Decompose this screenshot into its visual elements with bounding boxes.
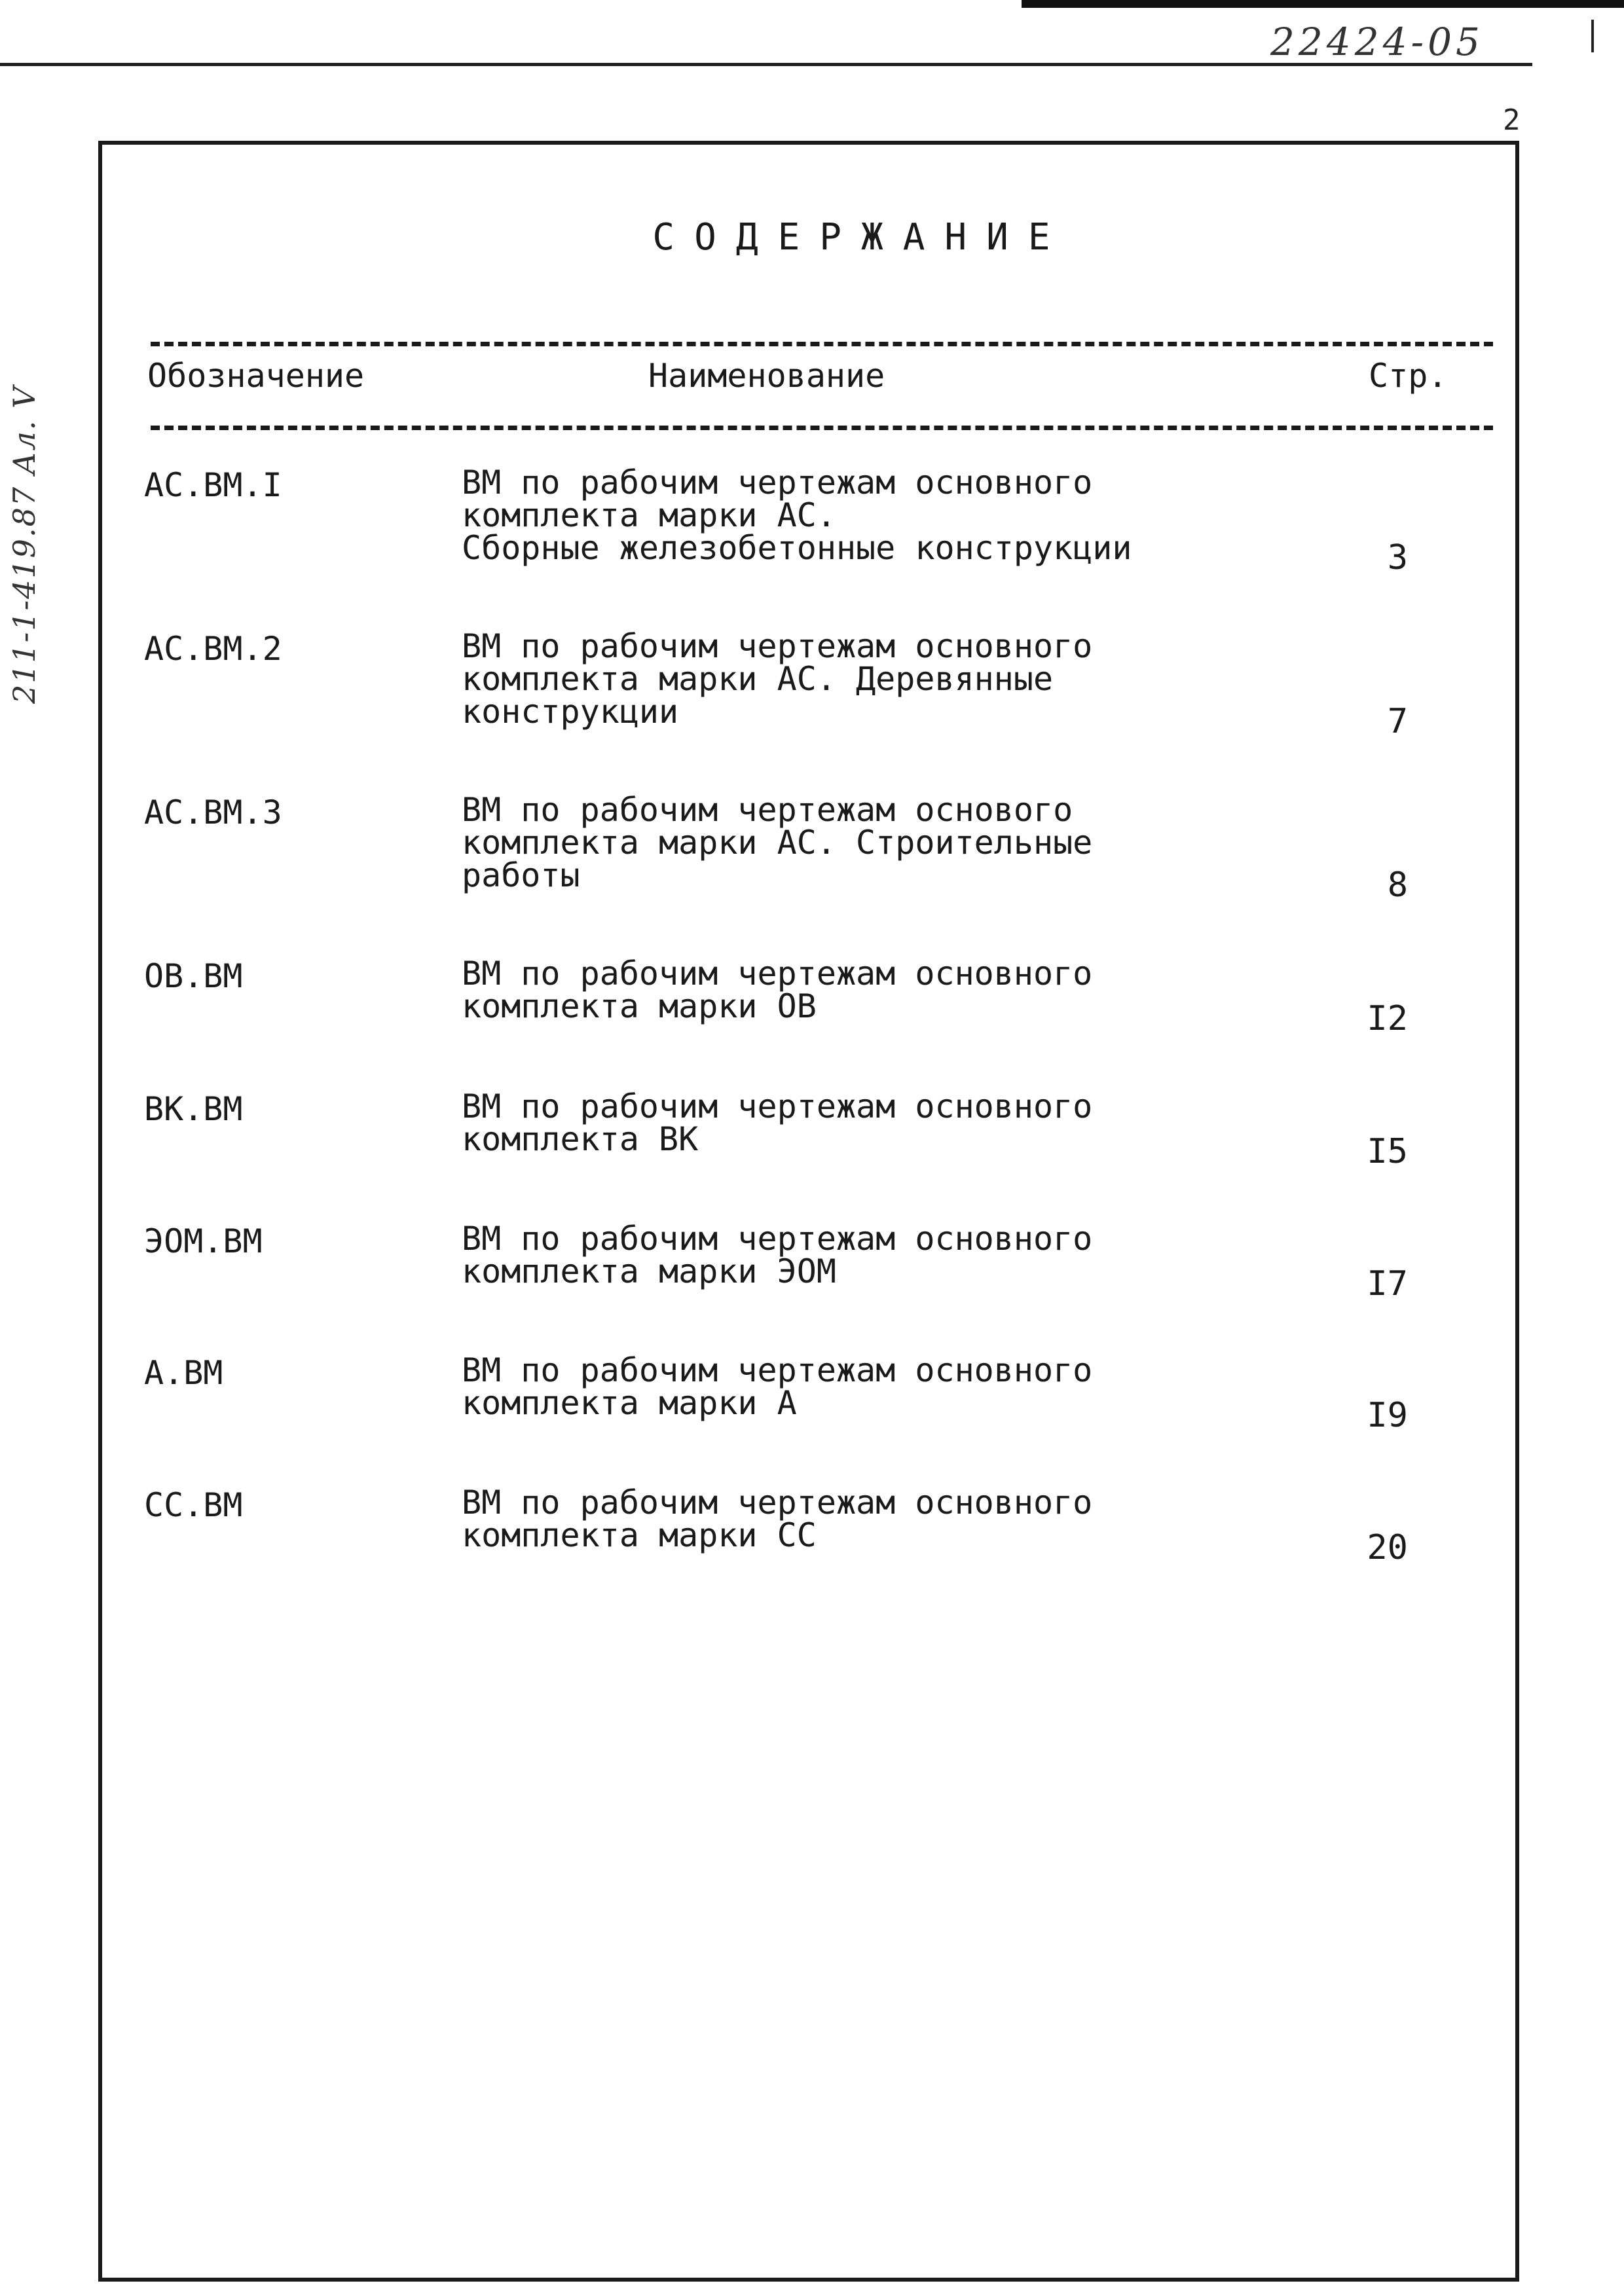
page-frame: [98, 141, 1519, 2282]
row-name-line: комплекта марки АС. Строительные: [462, 824, 1093, 862]
row-name: [462, 1087, 1313, 1158]
row-page: I5: [1367, 1132, 1408, 1171]
row-name-line: ВМ по рабочим чертежам основого: [462, 791, 1073, 829]
row-name-line: ВМ по рабочим чертежам основного: [462, 1087, 1093, 1125]
header-top-divider: [151, 342, 1493, 346]
row-code: АС.ВМ.I: [144, 466, 282, 504]
header-bottom-divider: [151, 426, 1493, 430]
row-name: [462, 957, 1313, 1023]
row-code: СС.ВМ: [144, 1486, 243, 1524]
row-name-line: ВМ по рабочим чертежам основного: [462, 1220, 1093, 1258]
document-title: СОДЕРЖАНИЕ: [652, 216, 1070, 259]
row-name-line: конструкции: [462, 693, 679, 731]
row-name: [462, 1486, 1313, 1552]
top-edge-bar: [1022, 0, 1624, 8]
row-name: [462, 1222, 1313, 1288]
row-code: ОВ.ВМ: [144, 957, 243, 995]
page-number: 2: [1503, 103, 1521, 137]
row-page: 3: [1387, 538, 1408, 577]
right-edge-tick: [1591, 20, 1594, 52]
column-header-page: Стр.: [1369, 357, 1448, 395]
row-code: АС.ВМ.3: [144, 793, 282, 831]
row-code: ВК.ВМ: [144, 1090, 243, 1128]
row-page: I7: [1367, 1264, 1408, 1303]
handwritten-document-id: 22424-05: [1270, 20, 1484, 64]
row-name-line: ВМ по рабочим чертежам основного: [462, 464, 1093, 501]
row-name: [462, 793, 1313, 892]
row-name-line: комплекта марки ОВ: [462, 987, 817, 1025]
row-page: I9: [1367, 1396, 1408, 1435]
row-name-line: ВМ по рабочим чертежам основного: [462, 1484, 1093, 1522]
row-name: [462, 1351, 1313, 1422]
row-name-line: ВМ по рабочим чертежам основного: [462, 1351, 1093, 1389]
row-name-line: комплекта марки АС. Деревянные: [462, 660, 1054, 698]
row-code: АС.ВМ.2: [144, 630, 282, 668]
row-page: 7: [1387, 702, 1408, 741]
row-name-line: комплекта марки ЭОМ: [462, 1252, 836, 1290]
side-stamp: 211-1-419.87 Ал. V: [7, 385, 42, 704]
row-name-line: комплекта марки СС: [462, 1516, 817, 1554]
row-name: [462, 464, 1313, 567]
row-name-line: ВМ по рабочим чертежам основного: [462, 627, 1093, 665]
row-name: [462, 627, 1313, 731]
row-name-line: комплекта ВК: [462, 1120, 699, 1158]
row-page: 20: [1367, 1528, 1408, 1567]
row-name-line: ВМ по рабочим чертежам основного: [462, 955, 1093, 993]
column-header-name: Наименование: [648, 357, 885, 395]
row-code: А.ВМ: [144, 1354, 223, 1392]
row-code: ЭОМ.ВМ: [144, 1222, 263, 1260]
row-page: I2: [1367, 999, 1408, 1038]
row-name-line: комплекта марки АС.: [462, 496, 836, 534]
row-name-line: работы: [462, 856, 580, 894]
column-header-code: Обозначение: [147, 357, 365, 395]
row-page: 8: [1387, 866, 1408, 905]
row-name-line: Сборные железобетонные конструкции: [462, 529, 1132, 567]
row-name-line: комплекта марки А: [462, 1384, 797, 1422]
